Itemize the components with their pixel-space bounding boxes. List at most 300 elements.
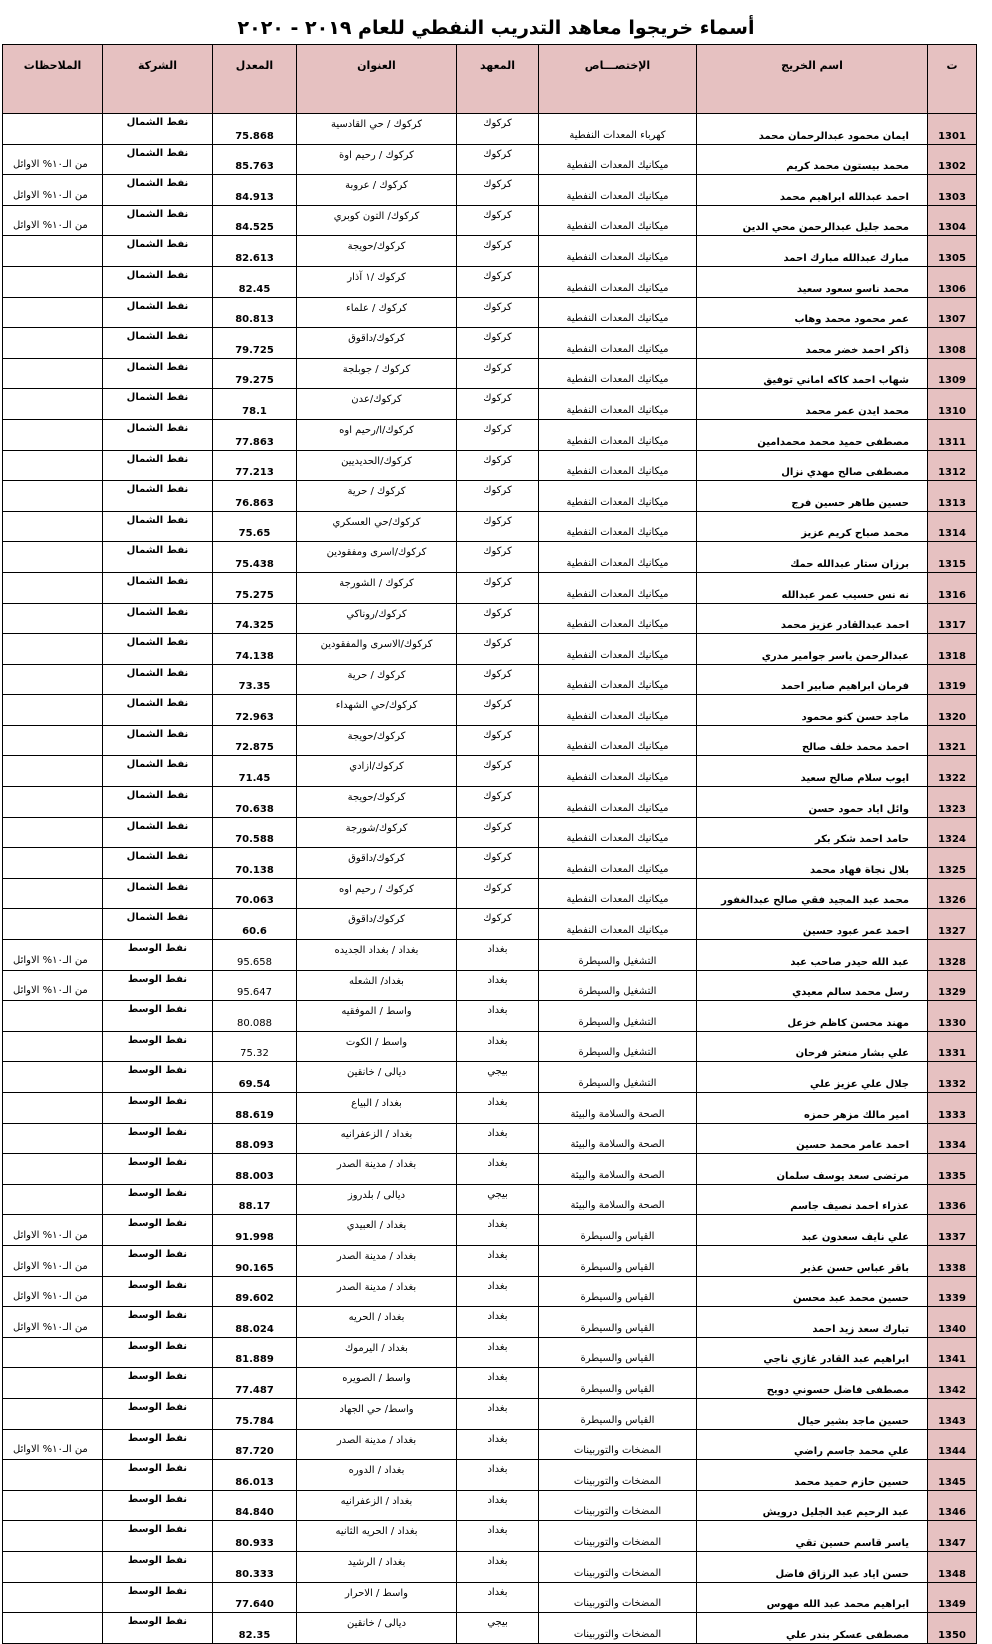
cell-name: محمد صباح كريم عزيز: [697, 511, 928, 542]
table-row: [3, 175, 977, 206]
cell-specialization: ميكانيك المعدات النفطية: [539, 328, 697, 359]
cell-average: 75.65: [213, 511, 297, 542]
cell-institute: كركوك: [457, 266, 539, 297]
table-row: [3, 1062, 977, 1093]
cell-institute: بغداد: [457, 1337, 539, 1368]
table-row: [3, 1031, 977, 1062]
cell-notes: [3, 1062, 103, 1093]
cell-notes: [3, 1123, 103, 1154]
cell-id: 1344: [928, 1429, 977, 1460]
cell-address: كركوك/روناكي: [297, 603, 457, 634]
cell-company: نفط الشمال: [103, 817, 213, 848]
cell-address: كركوك/شورجة: [297, 817, 457, 848]
cell-id: 1304: [928, 205, 977, 236]
cell-name: عبد الله حيدر صاحب عبد: [697, 940, 928, 971]
cell-specialization: المضخات والتوربينات: [539, 1582, 697, 1613]
cell-name: تبارك سعد زيد احمد: [697, 1307, 928, 1338]
cell-specialization: ميكانيك المعدات النفطية: [539, 817, 697, 848]
cell-notes: من الـ١٠% الاوائل: [3, 1215, 103, 1246]
cell-id: 1335: [928, 1154, 977, 1185]
cell-notes: من الـ١٠% الاوائل: [3, 175, 103, 206]
cell-average: 88.619: [213, 1093, 297, 1124]
cell-id: 1307: [928, 297, 977, 328]
cell-institute: بيجي: [457, 1184, 539, 1215]
cell-notes: [3, 878, 103, 909]
cell-name: مصطفى حميد محمد محمدامين: [697, 419, 928, 450]
table-row: [3, 909, 977, 940]
cell-specialization: القياس والسيطرة: [539, 1368, 697, 1399]
cell-address: واسط / الموفقيه: [297, 1001, 457, 1032]
cell-specialization: ميكانيك المعدات النفطية: [539, 664, 697, 695]
cell-institute: بغداد: [457, 970, 539, 1001]
cell-institute: كركوك: [457, 114, 539, 145]
cell-average: 70.138: [213, 848, 297, 879]
cell-name: وائل اياد حمود حسن: [697, 787, 928, 818]
table-row: [3, 450, 977, 481]
cell-average: 70.638: [213, 787, 297, 818]
cell-specialization: المضخات والتوربينات: [539, 1521, 697, 1552]
cell-address: بغداد / الدوره: [297, 1460, 457, 1491]
cell-institute: كركوك: [457, 756, 539, 787]
cell-id: 1318: [928, 634, 977, 665]
table-row: [3, 848, 977, 879]
cell-address: كركوك/حويجة: [297, 236, 457, 267]
cell-specialization: المضخات والتوربينات: [539, 1460, 697, 1491]
cell-id: 1314: [928, 511, 977, 542]
table-row: [3, 1154, 977, 1185]
cell-id: 1328: [928, 940, 977, 971]
table-row: [3, 1215, 977, 1246]
cell-institute: كركوك: [457, 450, 539, 481]
cell-specialization: ميكانيك المعدات النفطية: [539, 236, 697, 267]
cell-notes: [3, 511, 103, 542]
cell-notes: من الـ١٠% الاوائل: [3, 970, 103, 1001]
table-row: [3, 511, 977, 542]
graduates-table: [2, 44, 977, 1644]
cell-address: كركوك / جوبلجة: [297, 358, 457, 389]
cell-specialization: التشغيل والسيطرة: [539, 1031, 697, 1062]
cell-company: نفط الشمال: [103, 511, 213, 542]
cell-institute: بغداد: [457, 1398, 539, 1429]
cell-company: نفط الوسط: [103, 1398, 213, 1429]
cell-specialization: ميكانيك المعدات النفطية: [539, 144, 697, 175]
cell-name: مصطفى فاضل حسوني دويح: [697, 1368, 928, 1399]
cell-institute: بغداد: [457, 1551, 539, 1582]
cell-id: 1327: [928, 909, 977, 940]
header-id: ت: [928, 45, 977, 114]
cell-id: 1331: [928, 1031, 977, 1062]
cell-notes: [3, 634, 103, 665]
cell-company: نفط الشمال: [103, 634, 213, 665]
cell-specialization: ميكانيك المعدات النفطية: [539, 695, 697, 726]
cell-institute: كركوك: [457, 481, 539, 512]
cell-specialization: ميكانيك المعدات النفطية: [539, 725, 697, 756]
header-company: الشركة: [103, 45, 213, 114]
cell-id: 1316: [928, 572, 977, 603]
cell-address: بغداد / بغداد الجديده: [297, 940, 457, 971]
cell-name: رسل محمد سالم معيدي: [697, 970, 928, 1001]
cell-address: بغداد / اليرموك: [297, 1337, 457, 1368]
cell-average: 77.213: [213, 450, 297, 481]
cell-name: مبارك عبدالله مبارك احمد: [697, 236, 928, 267]
cell-average: 80.333: [213, 1551, 297, 1582]
cell-company: نفط الشمال: [103, 236, 213, 267]
table-body: [3, 114, 977, 1644]
cell-institute: كركوك: [457, 511, 539, 542]
cell-address: ديالى / بلدروز: [297, 1184, 457, 1215]
cell-company: نفط الشمال: [103, 725, 213, 756]
cell-company: نفط الوسط: [103, 1551, 213, 1582]
cell-company: نفط الشمال: [103, 572, 213, 603]
cell-company: نفط الوسط: [103, 940, 213, 971]
cell-company: نفط الشمال: [103, 542, 213, 573]
cell-id: 1343: [928, 1398, 977, 1429]
cell-average: 73.35: [213, 664, 297, 695]
cell-id: 1324: [928, 817, 977, 848]
cell-institute: بغداد: [457, 1031, 539, 1062]
cell-notes: من الـ١٠% الاوائل: [3, 205, 103, 236]
cell-average: 77.487: [213, 1368, 297, 1399]
cell-specialization: المضخات والتوربينات: [539, 1490, 697, 1521]
cell-institute: بيجي: [457, 1613, 539, 1644]
cell-average: 80.813: [213, 297, 297, 328]
cell-address: بغداد / الزعفرانيه: [297, 1123, 457, 1154]
table-row: [3, 1307, 977, 1338]
cell-company: نفط الوسط: [103, 1215, 213, 1246]
cell-institute: بغداد: [457, 1490, 539, 1521]
cell-company: نفط الوسط: [103, 1184, 213, 1215]
table-row: [3, 1551, 977, 1582]
cell-address: كركوك/ا/رحيم اوه: [297, 419, 457, 450]
cell-id: 1306: [928, 266, 977, 297]
cell-name: علي بشار منعثر فرحان: [697, 1031, 928, 1062]
cell-id: 1323: [928, 787, 977, 818]
table-row: [3, 542, 977, 573]
table-row: [3, 725, 977, 756]
cell-id: 1313: [928, 481, 977, 512]
cell-specialization: القياس والسيطرة: [539, 1245, 697, 1276]
cell-institute: بغداد: [457, 1429, 539, 1460]
cell-notes: [3, 664, 103, 695]
cell-specialization: ميكانيك المعدات النفطية: [539, 205, 697, 236]
cell-address: كركوك/داقوق: [297, 909, 457, 940]
cell-address: كركوك/حي الشهداء: [297, 695, 457, 726]
cell-average: 82.45: [213, 266, 297, 297]
cell-name: محمد بيستون محمد كريم: [697, 144, 928, 175]
table-row: [3, 1490, 977, 1521]
cell-notes: [3, 1184, 103, 1215]
cell-company: نفط الشمال: [103, 664, 213, 695]
table-row: [3, 1460, 977, 1491]
header-notes: الملاحظات: [3, 45, 103, 114]
cell-name: امير مالك مزهر حمزه: [697, 1093, 928, 1124]
cell-id: 1336: [928, 1184, 977, 1215]
cell-specialization: ميكانيك المعدات النفطية: [539, 603, 697, 634]
cell-id: 1320: [928, 695, 977, 726]
table-row: [3, 1245, 977, 1276]
cell-address: كركوك/ التون كوبري: [297, 205, 457, 236]
cell-average: 72.875: [213, 725, 297, 756]
cell-company: نفط الوسط: [103, 1368, 213, 1399]
cell-average: 84.840: [213, 1490, 297, 1521]
cell-specialization: ميكانيك المعدات النفطية: [539, 389, 697, 420]
cell-company: نفط الوسط: [103, 1031, 213, 1062]
cell-specialization: المضخات والتوربينات: [539, 1429, 697, 1460]
cell-address: كركوك/حي العسكري: [297, 511, 457, 542]
cell-institute: كركوك: [457, 572, 539, 603]
cell-institute: كركوك: [457, 664, 539, 695]
cell-notes: [3, 1551, 103, 1582]
cell-notes: من الـ١٠% الاوائل: [3, 1429, 103, 1460]
cell-address: كركوك / عروبة: [297, 175, 457, 206]
cell-institute: كركوك: [457, 297, 539, 328]
cell-specialization: الصحة والسلامة والبيئة: [539, 1184, 697, 1215]
cell-specialization: ميكانيك المعدات النفطية: [539, 481, 697, 512]
table-row: [3, 419, 977, 450]
cell-company: نفط الشمال: [103, 909, 213, 940]
cell-notes: من الـ١٠% الاوائل: [3, 1276, 103, 1307]
cell-id: 1338: [928, 1245, 977, 1276]
cell-id: 1334: [928, 1123, 977, 1154]
cell-name: علي محمد جاسم راضي: [697, 1429, 928, 1460]
cell-notes: [3, 542, 103, 573]
cell-institute: كركوك: [457, 389, 539, 420]
cell-name: بلال نجاة فهاد محمد: [697, 848, 928, 879]
cell-name: حسين طاهر حسين فرج: [697, 481, 928, 512]
cell-id: 1332: [928, 1062, 977, 1093]
cell-company: نفط الشمال: [103, 787, 213, 818]
cell-notes: [3, 236, 103, 267]
table-row: [3, 1582, 977, 1613]
cell-notes: [3, 909, 103, 940]
cell-notes: [3, 1490, 103, 1521]
cell-name: ياسر قاسم حسين تقي: [697, 1521, 928, 1552]
cell-name: علي نايف سعدون عبد: [697, 1215, 928, 1246]
cell-specialization: ميكانيك المعدات النفطية: [539, 175, 697, 206]
cell-notes: [3, 756, 103, 787]
cell-institute: بغداد: [457, 1215, 539, 1246]
cell-notes: من الـ١٠% الاوائل: [3, 1245, 103, 1276]
cell-company: نفط الوسط: [103, 1521, 213, 1552]
table-row: [3, 1184, 977, 1215]
cell-specialization: الصحة والسلامة والبيئة: [539, 1093, 697, 1124]
cell-company: نفط الوسط: [103, 1245, 213, 1276]
cell-institute: كركوك: [457, 817, 539, 848]
cell-average: 77.863: [213, 419, 297, 450]
cell-notes: [3, 1154, 103, 1185]
cell-specialization: القياس والسيطرة: [539, 1215, 697, 1246]
table-row: [3, 389, 977, 420]
cell-specialization: التشغيل والسيطرة: [539, 940, 697, 971]
cell-id: 1312: [928, 450, 977, 481]
cell-average: 85.763: [213, 144, 297, 175]
cell-average: 75.32: [213, 1031, 297, 1062]
cell-specialization: ميكانيك المعدات النفطية: [539, 878, 697, 909]
cell-average: 80.933: [213, 1521, 297, 1552]
cell-id: 1322: [928, 756, 977, 787]
cell-institute: بغداد: [457, 1521, 539, 1552]
cell-address: بغداد/ الشعله: [297, 970, 457, 1001]
cell-notes: [3, 297, 103, 328]
table-row: [3, 205, 977, 236]
cell-id: 1341: [928, 1337, 977, 1368]
cell-specialization: ميكانيك المعدات النفطية: [539, 297, 697, 328]
cell-name: نه نس حسيب عمر عبدالله: [697, 572, 928, 603]
cell-address: كركوك/داقوق: [297, 328, 457, 359]
cell-name: احمد عبدالقادر عزيز محمد: [697, 603, 928, 634]
cell-specialization: ميكانيك المعدات النفطية: [539, 450, 697, 481]
cell-address: كركوك/الحديديين: [297, 450, 457, 481]
cell-average: 88.003: [213, 1154, 297, 1185]
cell-institute: بغداد: [457, 1307, 539, 1338]
cell-id: 1345: [928, 1460, 977, 1491]
cell-specialization: ميكانيك المعدات النفطية: [539, 787, 697, 818]
cell-address: بغداد / الزعفرانيه: [297, 1490, 457, 1521]
cell-address: كركوك/حويجة: [297, 787, 457, 818]
cell-id: 1325: [928, 848, 977, 879]
cell-name: ذاكر احمد خضر محمد: [697, 328, 928, 359]
cell-name: حامد احمد شكر بكر: [697, 817, 928, 848]
cell-address: كركوك /١ آذار: [297, 266, 457, 297]
cell-specialization: القياس والسيطرة: [539, 1276, 697, 1307]
cell-company: نفط الشمال: [103, 603, 213, 634]
cell-institute: كركوك: [457, 848, 539, 879]
cell-specialization: ميكانيك المعدات النفطية: [539, 572, 697, 603]
cell-company: نفط الوسط: [103, 1062, 213, 1093]
cell-name: حسين محمد عبد محسن: [697, 1276, 928, 1307]
cell-average: 86.013: [213, 1460, 297, 1491]
table-row: [3, 1613, 977, 1644]
cell-institute: بغداد: [457, 1245, 539, 1276]
cell-institute: بغداد: [457, 1276, 539, 1307]
cell-address: ديالى / خانقين: [297, 1613, 457, 1644]
cell-name: شهاب احمد كاكه اماني توفيق: [697, 358, 928, 389]
table-row: [3, 817, 977, 848]
cell-name: فرمان ابراهيم صابير احمد: [697, 664, 928, 695]
table-row: [3, 1368, 977, 1399]
cell-institute: كركوك: [457, 787, 539, 818]
cell-address: بغداد / مدينة الصدر: [297, 1429, 457, 1460]
table-row: [3, 297, 977, 328]
cell-specialization: ميكانيك المعدات النفطية: [539, 266, 697, 297]
table-row: [3, 1429, 977, 1460]
cell-notes: [3, 481, 103, 512]
cell-average: 88.024: [213, 1307, 297, 1338]
cell-notes: [3, 603, 103, 634]
cell-company: نفط الشمال: [103, 848, 213, 879]
cell-address: كركوك/الاسرى والمفقودين: [297, 634, 457, 665]
cell-id: 1329: [928, 970, 977, 1001]
cell-average: 60.6: [213, 909, 297, 940]
cell-specialization: ميكانيك المعدات النفطية: [539, 419, 697, 450]
cell-id: 1310: [928, 389, 977, 420]
cell-institute: كركوك: [457, 725, 539, 756]
cell-notes: [3, 1031, 103, 1062]
cell-company: نفط الشمال: [103, 481, 213, 512]
cell-address: بغداد / مدينة الصدر: [297, 1154, 457, 1185]
cell-address: واسط / الاحرار: [297, 1582, 457, 1613]
table-row: [3, 266, 977, 297]
cell-name: محمد ايدن عمر محمد: [697, 389, 928, 420]
cell-average: 82.613: [213, 236, 297, 267]
cell-notes: [3, 1368, 103, 1399]
cell-average: 75.275: [213, 572, 297, 603]
cell-id: 1350: [928, 1613, 977, 1644]
cell-average: 70.063: [213, 878, 297, 909]
cell-address: بغداد / العبيدي: [297, 1215, 457, 1246]
cell-name: مرتضى سعد يوسف سلمان: [697, 1154, 928, 1185]
cell-institute: كركوك: [457, 542, 539, 573]
cell-address: كركوك/عدن: [297, 389, 457, 420]
cell-institute: كركوك: [457, 695, 539, 726]
cell-company: نفط الوسط: [103, 1490, 213, 1521]
cell-address: كركوك/اسرى ومفقودين: [297, 542, 457, 573]
cell-average: 75.868: [213, 114, 297, 145]
cell-notes: [3, 1337, 103, 1368]
header-institute: المعهد: [457, 45, 539, 114]
cell-name: محمد عبد المجيد فقي صالح عبدالغفور: [697, 878, 928, 909]
cell-name: احمد عامر محمد حسين: [697, 1123, 928, 1154]
cell-address: كركوك / رحيم اوه: [297, 878, 457, 909]
cell-id: 1301: [928, 114, 977, 145]
cell-institute: كركوك: [457, 603, 539, 634]
table-row: [3, 603, 977, 634]
cell-notes: [3, 1001, 103, 1032]
cell-id: 1315: [928, 542, 977, 573]
cell-id: 1339: [928, 1276, 977, 1307]
cell-name: عبدالرحمن ياسر جوامير مدري: [697, 634, 928, 665]
cell-average: 84.913: [213, 175, 297, 206]
header-specialization: الإختصـــاص: [539, 45, 697, 114]
cell-institute: بغداد: [457, 1582, 539, 1613]
cell-name: ماجد حسن كنو محمود: [697, 695, 928, 726]
header-address: العنوان: [297, 45, 457, 114]
cell-institute: كركوك: [457, 358, 539, 389]
cell-name: مصطفى عسكر بندر علي: [697, 1613, 928, 1644]
cell-notes: [3, 695, 103, 726]
cell-company: نفط الشمال: [103, 878, 213, 909]
header-name: اسم الخريج: [697, 45, 928, 114]
cell-average: 80.088: [213, 1001, 297, 1032]
cell-specialization: ميكانيك المعدات النفطية: [539, 848, 697, 879]
cell-company: نفط الوسط: [103, 1093, 213, 1124]
table-row: [3, 114, 977, 145]
cell-notes: [3, 848, 103, 879]
cell-name: جلال علي عزيز علي: [697, 1062, 928, 1093]
table-row: [3, 1123, 977, 1154]
cell-notes: [3, 787, 103, 818]
cell-name: باقر عباس حسن عذير: [697, 1245, 928, 1276]
cell-average: 75.438: [213, 542, 297, 573]
cell-institute: كركوك: [457, 878, 539, 909]
cell-address: بغداد / البياع: [297, 1093, 457, 1124]
cell-average: 89.602: [213, 1276, 297, 1307]
cell-address: كركوك / حرية: [297, 481, 457, 512]
cell-institute: بغداد: [457, 1093, 539, 1124]
cell-average: 95.658: [213, 940, 297, 971]
cell-company: نفط الوسط: [103, 1460, 213, 1491]
cell-id: 1326: [928, 878, 977, 909]
table-row: [3, 572, 977, 603]
cell-id: 1303: [928, 175, 977, 206]
cell-id: 1333: [928, 1093, 977, 1124]
header-average: المعدل: [213, 45, 297, 114]
cell-name: حسين حازم حميد محمد: [697, 1460, 928, 1491]
cell-address: واسط / الكوت: [297, 1031, 457, 1062]
cell-notes: [3, 1398, 103, 1429]
table-row: [3, 664, 977, 695]
cell-address: واسط / الصويره: [297, 1368, 457, 1399]
